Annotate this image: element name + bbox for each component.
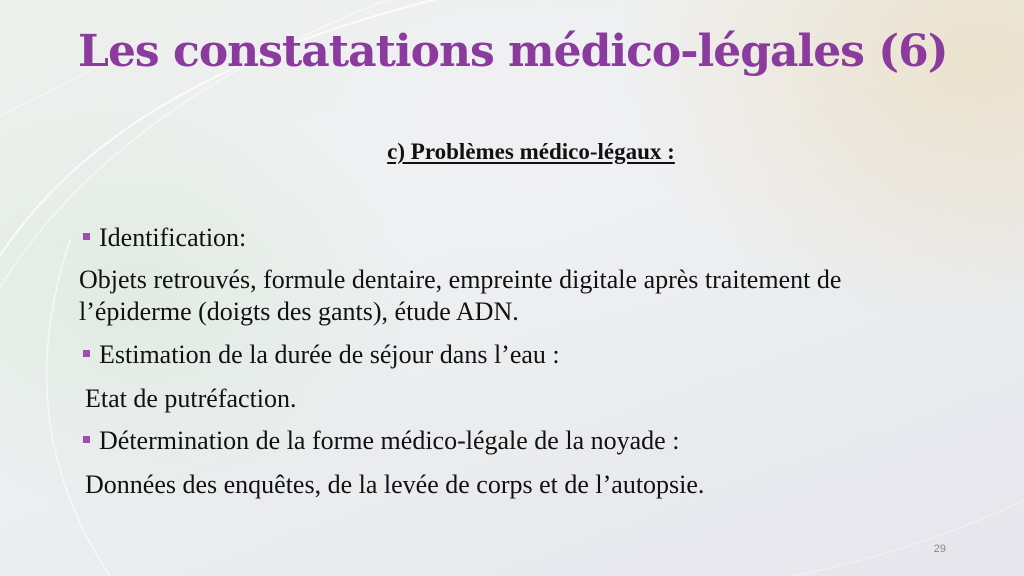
bullet-item-estimation: Estimation de la durée de séjour dans l’eau :: [99, 340, 560, 369]
slide-title: Les constatations médico-légales (6): [78, 26, 948, 77]
bullet-item-identification: Identification:: [99, 223, 247, 252]
bullet-marker-icon: [83, 436, 90, 443]
body-text-line: Données des enquêtes, de la levée de corps et de l’autopsie.: [85, 470, 705, 499]
page-number: 29: [933, 543, 946, 555]
section-subtitle: [0, 139, 1024, 165]
bullet-item-determination: Détermination de la forme médico-légale de la noyade :: [99, 426, 680, 455]
body-text-line: Etat de putréfaction.: [85, 384, 297, 413]
bullet-marker-icon: [83, 233, 90, 240]
section-subtitle-text: c) Problèmes médico-légaux :: [387, 139, 675, 164]
bullet-marker-icon: [83, 350, 90, 357]
body-text-line: l’épiderme (doigts des gants), étude ADN.: [79, 297, 519, 326]
body-text-line: Objets retrouvés, formule dentaire, empreinte digitale après traitement de: [79, 265, 842, 294]
